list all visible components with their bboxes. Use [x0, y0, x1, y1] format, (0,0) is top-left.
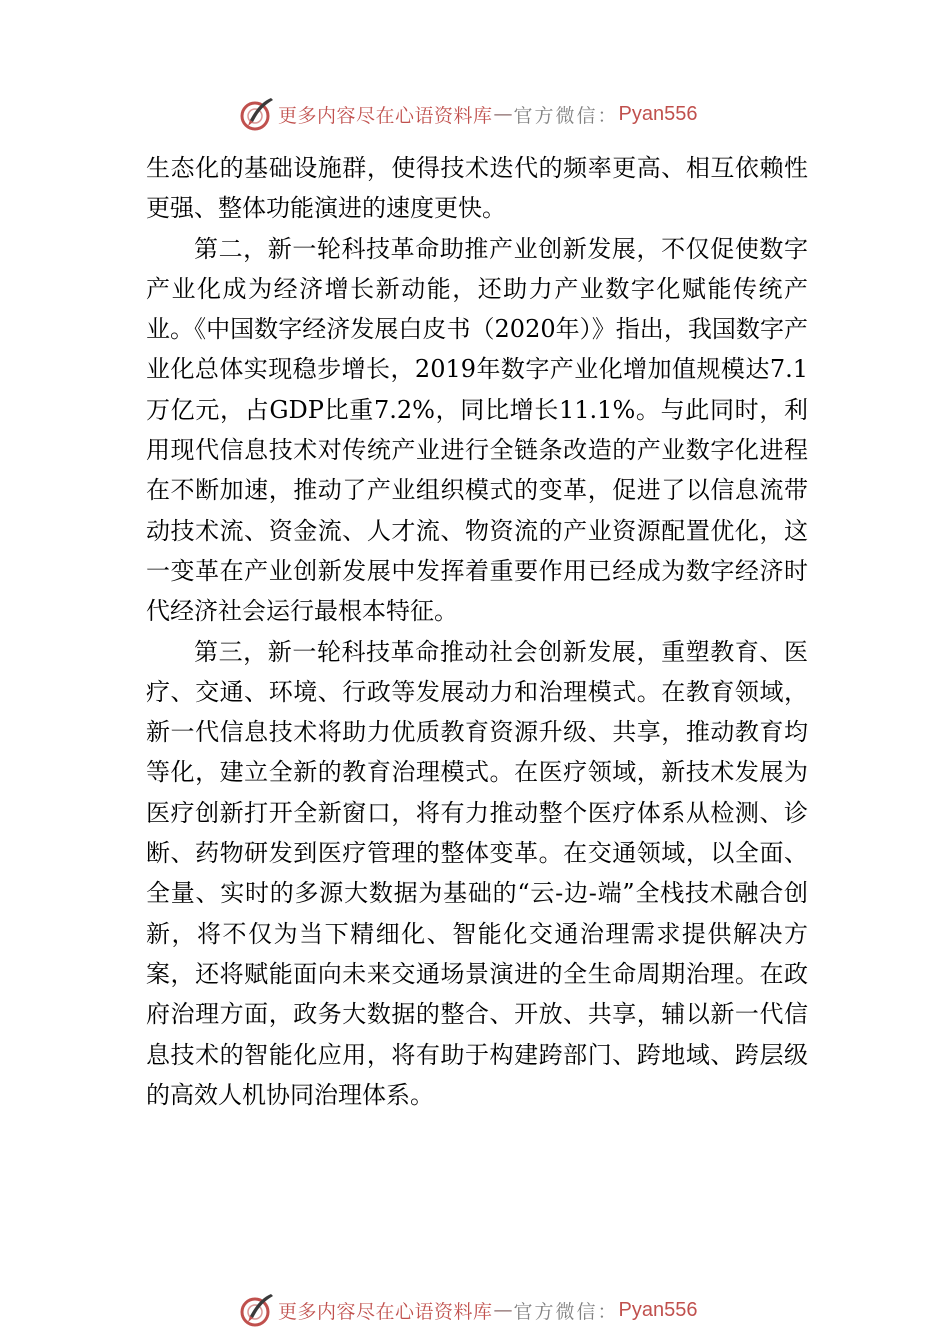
document-body — [146, 148, 808, 1115]
watermark-text: 更多内容尽在心语资料库 — [278, 1300, 493, 1323]
watermark-text: 更多内容尽在心语资料库 — [278, 104, 493, 127]
watermark-wechat-label: 官方微信： — [513, 1300, 619, 1323]
paragraph-third-point: 第三，新一轮科技革命推动社会创新发展，重塑教育、医疗、交通、环境、行政等发展动力和治理模式。在教育领域，新一代信息技术将助力优质教育资源升级、共享，推动教育均等化，建立全新的教育治理模式。在医疗领域，新技术发展为医疗创新打开全新窗口，将有力推动整个医疗体系从检测、诊断、药物研发到医疗管理的整体变革。在交通领域，以全面、全量、实时的多源大数据为基础的“云-边-端”全栈技术融合创新，将不仅为当下精细化、智能化交通治理需求提供解决方案，还将赋能面向未来交通场景演进的全生命周期治理。在政府治理方面，政务大数据的整合、开放、共享，辅以新一代信息技术的智能化应用，将有助于构建跨部门、跨地域、跨层级的高效人机协同治理体系。 — [146, 637, 808, 1109]
footer-watermark — [238, 1290, 758, 1330]
watermark-wechat-label: 官方微信： — [513, 104, 619, 127]
watermark-wechat-id: Pyan556 — [618, 1298, 698, 1321]
paragraph-continuation: 生态化的基础设施群，使得技术迭代的频率更高、相互依赖性更强、整体功能演进的速度更快。 — [146, 154, 808, 223]
watermark-dash: — — [493, 103, 513, 125]
watermark-wechat-id: Pyan556 — [618, 102, 698, 125]
quill-logo-icon — [238, 95, 276, 133]
header-watermark — [238, 94, 758, 134]
paragraph-second-point: 第二，新一轮科技革命助推产业创新发展，不仅促使数字产业化成为经济增长新动能，还助力产业数字化赋能传统产业。《中国数字经济发展白皮书（2020年）》指出，我国数字产业化总体实现稳步增长，2019年数字产业化增加值规模达7.1万亿元，占GDP比重7.2%，同比增长11.1%。与此同时，利用现代信息技术对传统产业进行全链条改造的产业数字化进程在不断加速，推动了产业组织模式的变革，促进了以信息流带动技术流、资金流、人才流、物资流的产业资源配置优化，这一变革在产业创新发展中发挥着重要作用已经成为数字经济时代经济社会运行最根本特征。 — [146, 234, 808, 626]
watermark-dash: — — [493, 1299, 513, 1321]
quill-logo-icon — [238, 1291, 276, 1329]
